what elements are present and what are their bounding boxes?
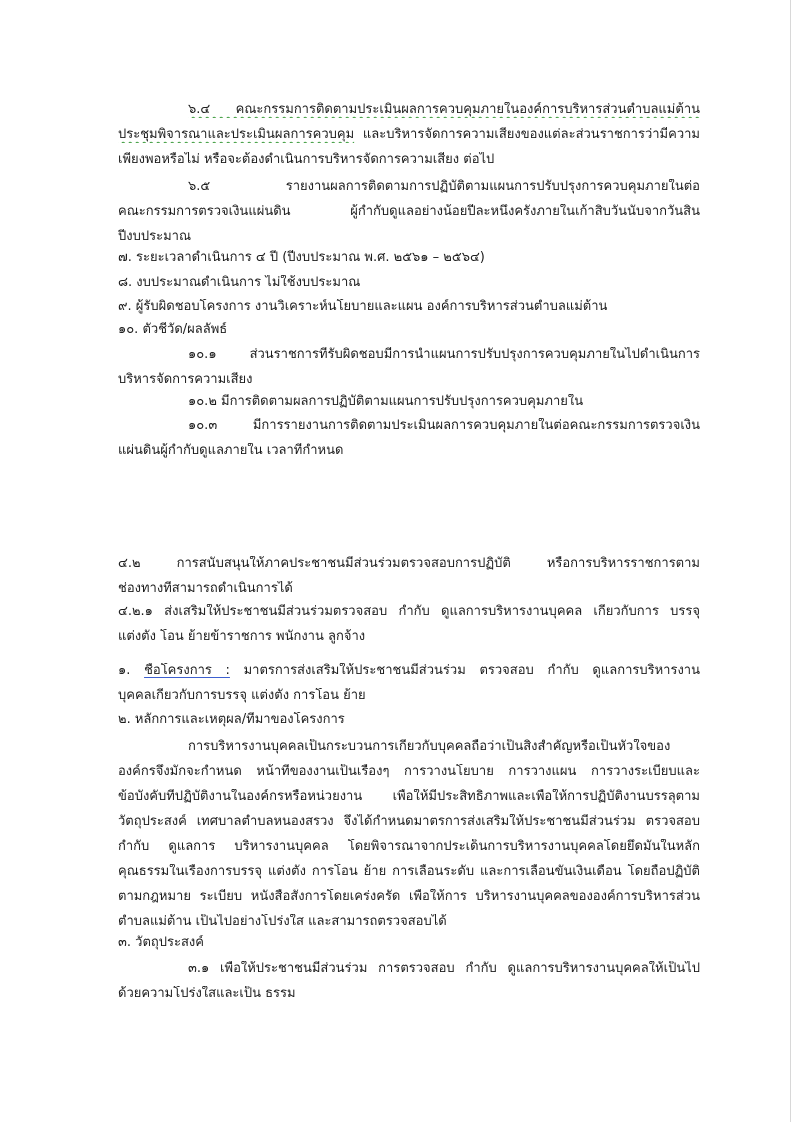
- para-6-4-line-2: [118, 127, 700, 143]
- para-10-2: ๑๐.๒ มีการติดตามผลการปฏิบัติตามแผนการปรับปรุงการควบคุมภายใน: [188, 394, 584, 409]
- heading-4-2-line-2: ช่องทางที่สามารถดำเนินการได้: [118, 581, 293, 596]
- principle-line-4: วัตถุประสงค์ เทศบาลตำบลหนองสรวง จึงได้กำหนดมาตรการส่งเสริมให้ประชาชนมีส่วนร่วม ตรวจสอบ: [118, 814, 700, 829]
- item-3: ๓. วัตถุประสงค์: [118, 935, 204, 950]
- para-10-1-line-1: ๑๐.๑ ส่วนราชการที่รับผิดชอบมีการนำแผนการปรับปรุงการควบคุมภายในไปดำเนินการ: [188, 347, 700, 362]
- para-10-3-line-2: แผ่นดินผู้กำกับดูแลภายใน เวลาที่กำหนด: [118, 443, 344, 458]
- item-10: ๑๐. ตัวชี้วัด/ผลลัพธ์: [118, 322, 228, 337]
- principle-line-6: คุณธรรมในเรื่องการบรรจุ แต่งตั้ง การโอน ย้าย การเลื่อนระดับ และการเลื่อนขั้นเงินเดือน โดยถือปฏิบัติ: [118, 864, 700, 879]
- para-6-4-line-1: [188, 102, 700, 118]
- principle-line-1: การบริหารงานบุคคลเป็นกระบวนการเกี่ยวกับบุคคลถือว่าเป็นสิ่งสำคัญหรือเป็นหัวใจของ: [188, 739, 671, 754]
- principle-line-3: ข้อบังคับที่ปฏิบัติงานในองค์กรหรือหน่วยงาน เพื่อให้มีประสิทธิภาพและเพื่อให้การปฏิบัติงานบรรลุตาม: [118, 789, 700, 804]
- item-8: ๘. งบประมาณดำเนินการ ไม่ใช้งบประมาณ: [118, 275, 361, 290]
- item-2: ๒. หลักการและเหตุผล/ที่มาของโครงการ: [118, 712, 345, 727]
- project-name-line-2: บุคคลเกี่ยวกับการบรรจุ แต่งตั้ง การโอน ย้าย: [118, 688, 366, 703]
- item-9: ๙. ผู้รับผิดชอบโครงการ งานวิเคราะห์นโยบายและแผน องค์การบริหารส่วนตำบลแม่ต้าน: [118, 299, 608, 314]
- para-6-4-line-2-rest: และบริหารจัดการความเสี่ยงของแต่ละส่วนราชการว่ามีความ: [354, 127, 700, 142]
- para-10-1-line-2: บริหารจัดการความเสี่ยง: [118, 372, 253, 387]
- principle-line-5: กำกับ ดูแลการ บริหารงานบุคคล โดยพิจารณาจากประเด็นการบริหารงานบุคคลโดยยึดมั่นในหลัก: [118, 839, 700, 854]
- project-name-line-1: [118, 663, 700, 679]
- principle-line-8: ตำบลแม่ต้าน เป็นไปอย่างโปร่งใส และสามารถตรวจสอบได้: [118, 914, 447, 929]
- heading-4-2-line-1: ๔.๒ การสนับสนุนให้ภาคประชาชนมีส่วนร่วมตรวจสอบการปฏิบัติ หรือการบริหารราชการตาม: [118, 556, 700, 571]
- principle-line-7: ตามกฎหมาย ระเบียบ หนังสือสั่งการโดยเคร่งครัด เพื่อให้การ บริหารงานบุคคลขององค์การบริหารส่วน: [118, 889, 700, 904]
- heading-4-2-1-line-1: ๔.๒.๑ ส่งเสริมให้ประชาชนมีส่วนร่วมตรวจสอบ กำกับ ดูแลการบริหารงานบุคคล เกี่ยวกับการ บรรจุ: [118, 604, 700, 619]
- para-3-1-line-2: ด้วยความโปร่งใสและเป็น ธรรม: [118, 986, 296, 1001]
- para-6-5-line-3: ปีงบประมาณ: [118, 229, 191, 244]
- para-6-5-line-1: ๖.๕ รายงานผลการติดตามการปฏิบัติตามแผนการปรับปรุงการควบคุมภายในต่อ: [188, 179, 700, 194]
- project-name-text: มาตรการส่งเสริมให้ประชาชนมีส่วนร่วม ตรวจสอบ กำกับ ดูแลการบริหารงาน: [229, 663, 700, 678]
- project-name-label: ชื่อโครงการ :: [144, 663, 230, 678]
- para-10-3-line-1: ๑๐.๓ มีการรายงานการติดตามประเมินผลการควบคุมภายในต่อคณะกรรมการตรวจเงิน: [188, 418, 700, 433]
- project-number: ๑.: [118, 663, 145, 678]
- item-7: ๗. ระยะเวลาดำเนินการ ๔ ปี (ปีงบประมาณ พ.ศ. ๒๕๖๑ – ๒๕๖๔): [118, 250, 485, 265]
- para-6-4-line-3: เพียงพอหรือไม่ หรือจะต้องดำเนินการบริหารจัดการความเสี่ยง ต่อไป: [118, 152, 495, 167]
- heading-4-2-1-line-2: แต่งตั้ง โอน ย้ายข้าราชการ พนักงาน ลูกจ้าง: [118, 629, 366, 644]
- principle-line-2: องค์กรจึงมักจะกำหนด หน้าที่ของงานเป็นเรื่องๆ การวางนโยบาย การวางแผน การวางระเบียบและ: [118, 764, 700, 779]
- para-6-4-line-1-text: ๖.๔ คณะกรรมการติดตามประเมินผลการควบคุมภายในองค์การบริหารส่วนตำบลแม่ต้าน: [188, 102, 700, 117]
- para-6-4-underlined-phrase: ประชุมพิจารณาและประเมินผลการควบคุม: [118, 127, 355, 142]
- para-3-1-line-1: ๓.๑ เพื่อให้ประชาชนมีส่วนร่วม การตรวจสอบ กำกับ ดูแลการบริหารงานบุคคลให้เป็นไป: [188, 961, 700, 976]
- para-6-5-line-2: คณะกรรมการตรวจเงินแผ่นดิน ผู้กำกับดูแลอย่างน้อยปีละหนึ่งครั้งภายในเก้าสิบวันนับจากวันสิ้น: [118, 204, 700, 219]
